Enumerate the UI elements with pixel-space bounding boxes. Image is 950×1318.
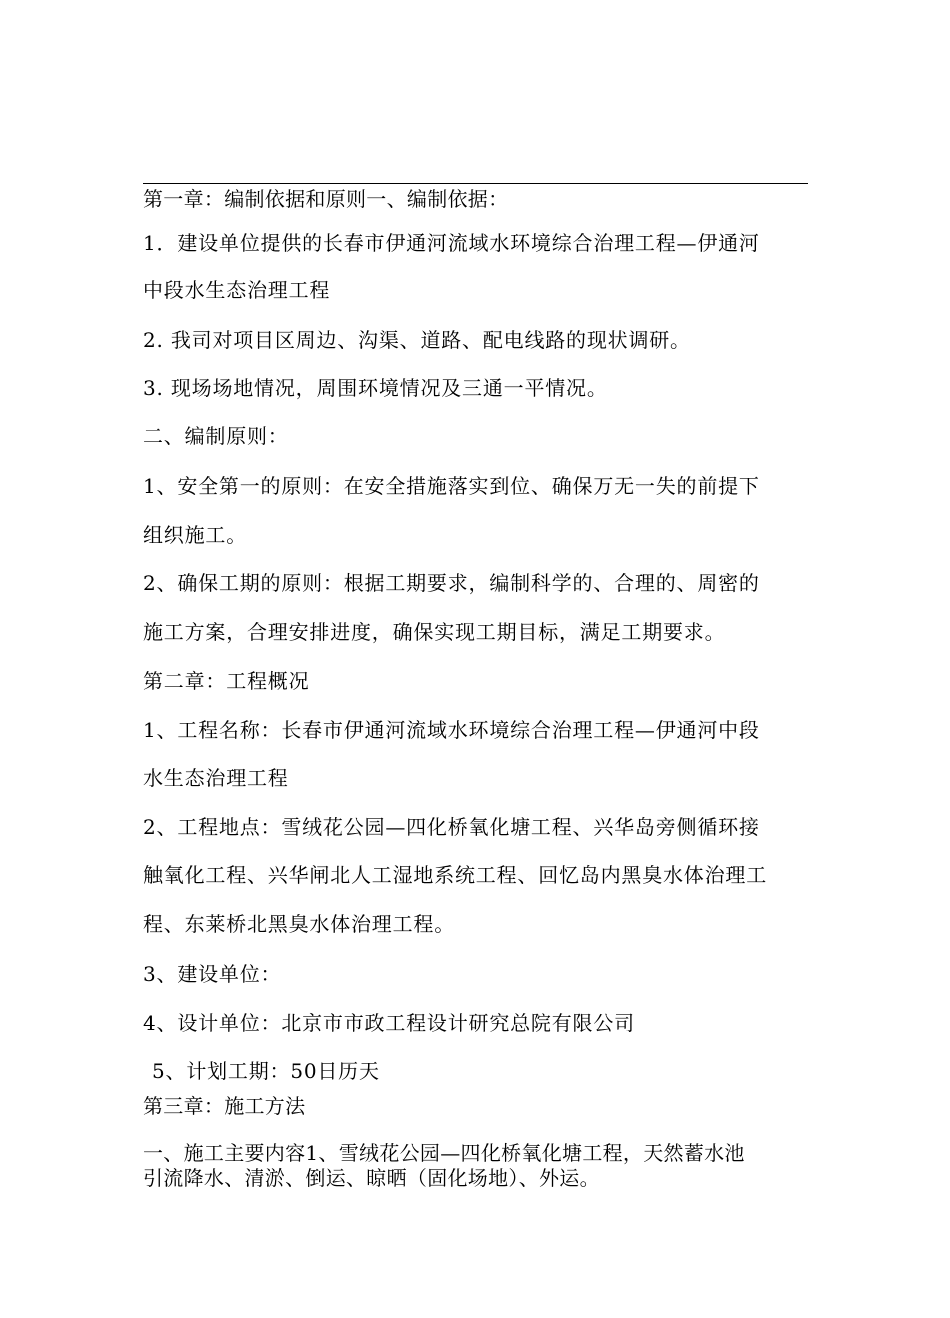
project-name-line-1: 1、工程名称：长春市伊通河流域水环境综合治理工程—伊通河中段	[143, 718, 760, 742]
construction-unit: 3、建设单位：	[143, 962, 282, 986]
chapter-3-heading: 第三章：施工方法	[143, 1094, 306, 1118]
basis-item-2: 2. 我司对项目区周边、沟渠、道路、配电线路的现状调研。	[143, 328, 691, 352]
principle-2-line-2: 施工方案，合理安排进度，确保实现工期目标，满足工期要求。	[143, 620, 726, 644]
principles-heading: 二、编制原则：	[143, 424, 289, 448]
basis-item-1-line-2: 中段水生态治理工程	[143, 278, 331, 302]
header-rule	[143, 183, 808, 184]
project-name-line-2: 水生态治理工程	[143, 766, 289, 790]
planned-duration: 5、计划工期：50日历天	[152, 1059, 380, 1083]
project-location-line-1: 2、工程地点：雪绒花公园—四化桥氧化塘工程、兴华岛旁侧循环接	[143, 815, 760, 839]
principle-1-line-2: 组织施工。	[143, 523, 247, 547]
principle-1-line-1: 1、安全第一的原则：在安全措施落实到位、确保万无一失的前提下	[143, 474, 760, 498]
design-unit: 4、设计单位：北京市市政工程设计研究总院有限公司	[143, 1011, 635, 1035]
construction-content-line-1: 一、施工主要内容1、雪绒花公园—四化桥氧化塘工程，天然蓄水池	[143, 1141, 745, 1165]
chapter-1-heading: 第一章：编制依据和原则一、编制依据：	[143, 187, 509, 211]
construction-content-line-2: 引流降水、清淤、倒运、晾晒（固化场地）、外运。	[143, 1166, 600, 1190]
project-location-line-3: 程、东莱桥北黑臭水体治理工程。	[143, 912, 455, 936]
basis-item-3: 3. 现场场地情况，周围环境情况及三通一平情况。	[143, 376, 608, 400]
project-location-line-2: 触氧化工程、兴华闸北人工湿地系统工程、回忆岛内黑臭水体治理工	[143, 863, 767, 887]
principle-2-line-1: 2、确保工期的原则：根据工期要求，编制科学的、合理的、周密的	[143, 571, 760, 595]
chapter-2-heading: 第二章：工程概况	[143, 669, 310, 693]
basis-item-1-line-1: 1．建设单位提供的长春市伊通河流域水环境综合治理工程—伊通河	[143, 231, 760, 255]
